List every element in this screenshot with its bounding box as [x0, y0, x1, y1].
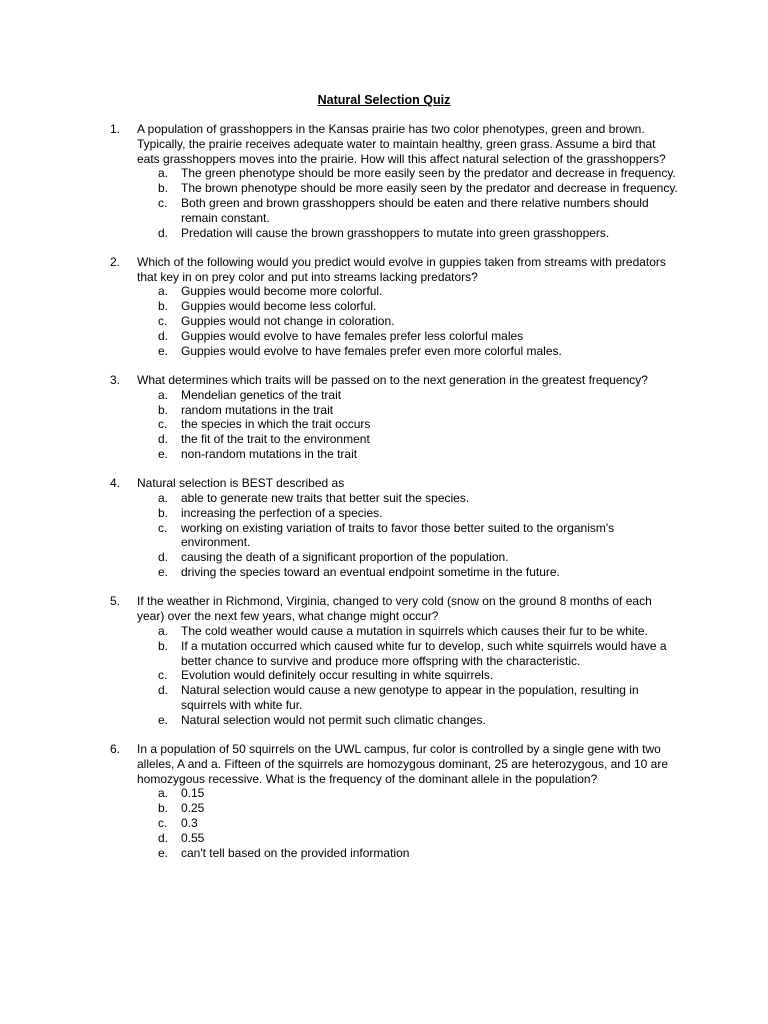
answer-option — [137, 506, 680, 521]
answer-option — [137, 432, 680, 447]
answer-option — [137, 624, 680, 639]
option-letter: e. — [158, 712, 169, 727]
answer-options — [137, 284, 680, 358]
option-letter: a. — [158, 786, 169, 801]
answer-options — [137, 624, 680, 728]
option-text: 0.55 — [181, 830, 205, 845]
option-text: Evolution would definitely occur resulting in white squirrels. — [181, 668, 494, 683]
option-text: Both green and brown grasshoppers should be eaten and there relative numbers should remain constant. — [181, 195, 649, 225]
option-letter: a. — [158, 491, 169, 506]
answer-option — [137, 403, 680, 418]
option-text: Guppies would become less colorful. — [181, 299, 377, 314]
answer-options — [137, 388, 680, 462]
option-letter: c. — [158, 195, 168, 210]
option-text: able to generate new traits that better suit the species. — [181, 491, 470, 506]
option-letter: b. — [158, 801, 169, 816]
option-letter: e. — [158, 845, 169, 860]
option-text: Natural selection would cause a new genotype to appear in the population, resulting in squirrels with white fur. — [181, 683, 639, 712]
answer-option — [137, 226, 680, 241]
option-text: 0.25 — [181, 801, 205, 816]
question-5 — [110, 594, 680, 727]
option-text: can't tell based on the provided information — [181, 845, 410, 860]
answer-option — [137, 668, 680, 683]
question-text: If the weather in Richmond, Virginia, changed to very cold (snow on the ground 8 months of each year) over the next few years, what change might occur? — [137, 594, 652, 624]
option-letter: c. — [158, 815, 168, 830]
option-text: Guppies would not change in coloration. — [181, 314, 395, 329]
option-letter: b. — [158, 299, 169, 314]
answer-option — [137, 166, 680, 181]
question-number: 6. — [110, 741, 121, 756]
option-letter: d. — [158, 683, 169, 698]
question-number: 2. — [110, 254, 121, 269]
answer-option — [137, 846, 680, 861]
answer-option — [137, 447, 680, 462]
question-list — [110, 122, 680, 875]
option-text: If a mutation occurred which caused white fur to develop, such white squirrels would have a better chance to survive and produce more offspring with the characteristic. — [181, 638, 667, 668]
answer-option — [137, 683, 680, 713]
answer-option — [137, 181, 680, 196]
option-text: Mendelian genetics of the trait — [181, 387, 342, 402]
answer-options — [137, 166, 680, 240]
option-text: Guppies would evolve to have females prefer less colorful males — [181, 328, 524, 343]
option-letter: c. — [158, 417, 168, 432]
answer-option — [137, 284, 680, 299]
option-text: causing the death of a significant proportion of the population. — [181, 550, 509, 565]
option-letter: b. — [158, 638, 169, 653]
option-letter: d. — [158, 830, 169, 845]
question-number: 4. — [110, 476, 121, 491]
answer-option — [137, 521, 680, 551]
question-1 — [110, 122, 680, 240]
option-letter: c. — [158, 668, 168, 683]
question-6 — [110, 742, 680, 860]
option-text: Natural selection would not permit such climatic changes. — [181, 712, 486, 727]
answer-option — [137, 786, 680, 801]
option-text: driving the species toward an eventual endpoint sometime in the future. — [181, 565, 560, 580]
option-text: working on existing variation of traits to favor those better suited to the organism's environment. — [181, 520, 615, 550]
option-text: the species in which the trait occurs — [181, 417, 371, 432]
option-letter: d. — [158, 432, 169, 447]
option-text: the fit of the trait to the environment — [181, 432, 370, 447]
answer-option — [137, 639, 680, 669]
answer-option — [137, 329, 680, 344]
option-letter: c. — [158, 314, 168, 329]
question-number: 1. — [110, 122, 121, 136]
option-text: Guppies would become more colorful. — [181, 284, 383, 299]
option-text: increasing the perfection of a species. — [181, 505, 383, 520]
answer-option — [137, 801, 680, 816]
answer-option — [137, 299, 680, 314]
answer-options — [137, 786, 680, 860]
option-letter: a. — [158, 623, 169, 638]
option-text: Guppies would evolve to have females prefer even more colorful males. — [181, 343, 562, 358]
question-3 — [110, 373, 680, 462]
option-letter: e. — [158, 565, 169, 580]
question-text: Natural selection is BEST described as — [137, 476, 345, 491]
answer-option — [137, 344, 680, 359]
option-letter: b. — [158, 181, 169, 196]
option-text: 0.15 — [181, 786, 205, 801]
option-letter: c. — [158, 520, 168, 535]
question-text: A population of grasshoppers in the Kansas prairie has two color phenotypes, green and brown. Typically, the prairie receives adequate water to maintain healthy, green grass. Assume a bird that eats grasshoppers moves into the prairie. How will this affect natural selection of the grasshoppers? — [137, 122, 666, 166]
option-letter: d. — [158, 550, 169, 565]
answer-option — [137, 565, 680, 580]
option-letter: e. — [158, 446, 169, 461]
option-text: non-random mutations in the trait — [181, 446, 358, 461]
question-text: What determines which traits will be passed on to the next generation in the greatest frequency? — [137, 372, 648, 387]
option-text: The green phenotype should be more easily seen by the predator and decrease in frequency. — [181, 166, 676, 181]
option-letter: b. — [158, 402, 169, 417]
option-text: Predation will cause the brown grasshoppers to mutate into green grasshoppers. — [181, 225, 610, 240]
question-number: 3. — [110, 372, 121, 387]
option-letter: d. — [158, 328, 169, 343]
option-text: random mutations in the trait — [181, 402, 334, 417]
answer-option — [137, 314, 680, 329]
answer-option — [137, 491, 680, 506]
answer-option — [137, 831, 680, 846]
answer-option — [137, 816, 680, 831]
question-text: In a population of 50 squirrels on the UWL campus, fur color is controlled by a single gene with two alleles, A and a. Fifteen of the squirrels are homozygous dominant, 25 are heterozygous, and 10 are homozygous recessive. What is the frequency of the dominant allele in the population? — [137, 741, 668, 786]
option-letter: a. — [158, 166, 169, 181]
option-letter: d. — [158, 225, 169, 240]
answer-options — [137, 491, 680, 580]
question-4 — [110, 476, 680, 580]
answer-option — [137, 550, 680, 565]
answer-option — [137, 417, 680, 432]
answer-option — [137, 713, 680, 728]
option-text: The cold weather would cause a mutation in squirrels which causes their fur to be white. — [181, 623, 648, 638]
option-text: The brown phenotype should be more easily seen by the predator and decrease in frequency. — [181, 181, 678, 196]
option-letter: a. — [158, 387, 169, 402]
question-2 — [110, 255, 680, 359]
question-number: 5. — [110, 594, 121, 609]
option-letter: e. — [158, 343, 169, 358]
answer-option — [137, 196, 680, 226]
page-title: Natural Selection Quiz — [317, 93, 451, 107]
answer-option — [137, 388, 680, 403]
question-text: Which of the following would you predict would evolve in guppies taken from streams with predators that key in on prey color and put into streams lacking predators? — [137, 254, 666, 284]
option-letter: a. — [158, 284, 169, 299]
option-letter: b. — [158, 505, 169, 520]
option-text: 0.3 — [181, 815, 198, 830]
